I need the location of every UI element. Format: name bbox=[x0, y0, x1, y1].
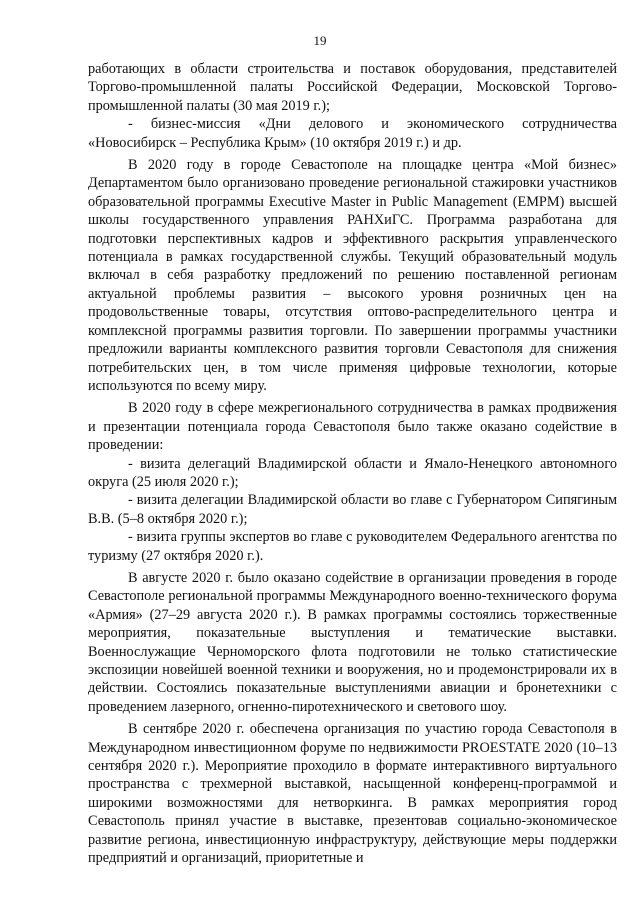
body-text bbox=[88, 60, 617, 867]
page-number: 19 bbox=[313, 33, 327, 48]
list-item: - визита группы экспертов во главе с руководителем Федерального агентства по туризму (27 октября 2020 г.). bbox=[88, 529, 617, 564]
paragraph: В 2020 году в сфере межрегионального сотрудничества в рамках продвижения и презентации потенциала города Севастополя было также оказано содействие в проведении: bbox=[88, 400, 617, 454]
list-item: - бизнес-миссия «Дни делового и экономического сотрудничества «Новосибирск – Республика Крым» (10 октября 2019 г.) и др. bbox=[88, 116, 617, 151]
paragraph: работающих в области строительства и поставок оборудования, представителей Торгово-промышленной палаты Российской Федерации, Московской Торгово-промышленной палаты (30 мая 2019 г.); bbox=[88, 61, 617, 114]
list-item: - визита делегации Владимирской области во главе с Губернатором Сипягиным В.В. (5–8 октября 2020 г.); bbox=[88, 492, 617, 527]
paragraph: В сентябре 2020 г. обеспечена организация по участию города Севастополя в Международном инвестиционном форуме по недвижимости PROESTATE 2020 (10–13 сентября 2020 г.). Мероприятие проходило в формате интерактивного виртуального пространства с трехмерной выставкой, насыщенной конференц-программой и широкими возможностями для нетворкинга. В рамках мероприятия город Севастополь принял участие в выставке, презентовав социально-экономическое развитие региона, инвестиционную инфраструктуру, действующие меры поддержки предприятий и организаций, приоритетные и bbox=[88, 721, 617, 867]
paragraph: В 2020 году в городе Севастополе на площадке центра «Мой бизнес» Департаментом было организовано проведение региональной стажировки участников образовательной программы Executive Master in Public Management (EMPM) высшей школы государственного управления РАНХиГС. Программа разработана для подготовки перспективных кадров и эффективного раскрытия управленческого потенциала в рамках государственной службы. Текущий образовательный модуль включал в себя разработку предложений по решению поставленной регионам актуальной проблемы развития – высокого уровня розничных цен на продовольственные товары, отсутствия оптово-распределительного центра и комплексной программы развития торговли. По завершении программы участники предложили варианты комплексного развития торговли Севастополя для снижения потребительских цен, в том числе применяя цифровые технологии, которые используются по всему миру. bbox=[88, 157, 617, 394]
list-item: - визита делегаций Владимирской области и Ямало-Ненецкого автономного округа (25 июля 2020 г.); bbox=[88, 455, 617, 490]
paragraph: В августе 2020 г. было оказано содействие в организации проведения в городе Севастополе региональной программы Международного военно-технического форума «Армия» (27–29 августа 2020 г.). В рамках программы состоялись торжественные мероприятия, показательные выступления и тематические выставки. Военнослужащие Черноморского флота подготовили не только статистические экспозиции новейшей военной техники и вооружения, но и продемонстрировали их в действии. Состоялись показательные выступлениями авиации и бронетехники с проведением лазерного, огненно-пиротехнического и светового шоу. bbox=[88, 569, 617, 715]
